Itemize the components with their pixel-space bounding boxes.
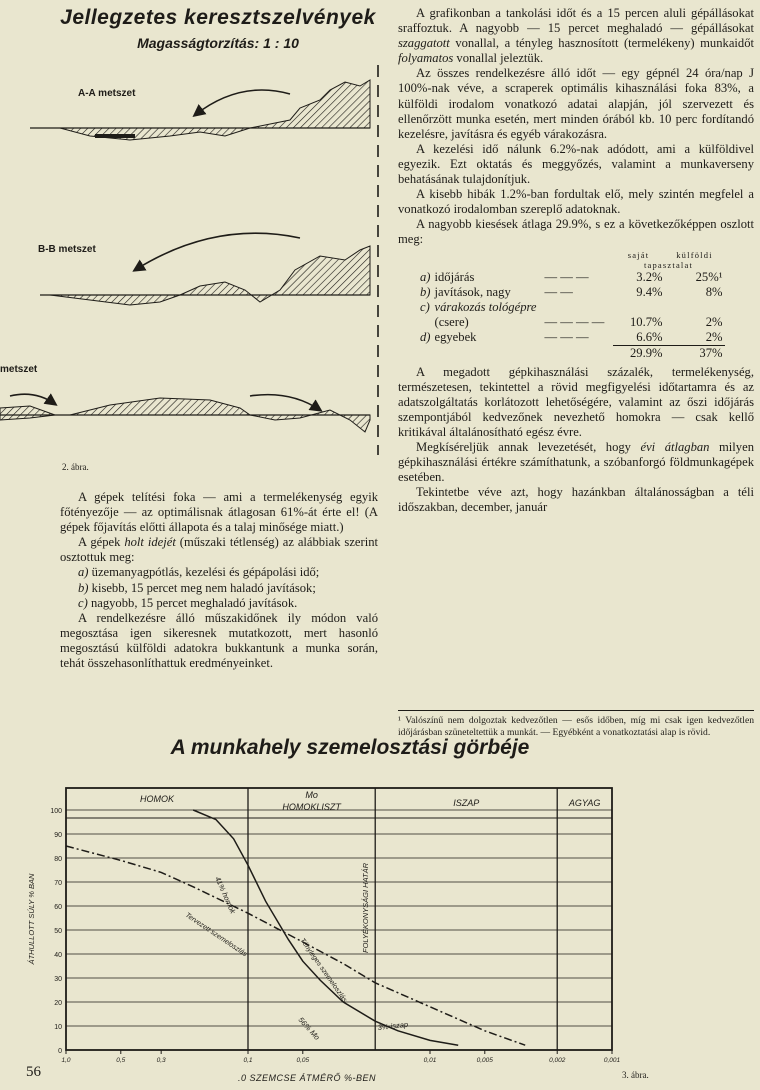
table-total-row: 29.9% 37%: [418, 345, 725, 361]
figure-2-subtitle: Magasságtorzítás: 1 : 10: [137, 35, 299, 51]
y-tick-label: 100: [50, 808, 62, 815]
series-line-planned: [66, 846, 525, 1045]
paragraph: Tekintetbe véve azt, hogy hazánkban általánosságban a téli időszakban, december, január: [398, 485, 754, 515]
list-item: a) üzemanyagpótlás, kezelési és gépápolási idő;: [78, 565, 320, 580]
section-label-b-b: B-B metszet: [38, 244, 96, 255]
y-tick-label: 60: [54, 904, 62, 911]
x-tick-label: 0,01: [423, 1057, 437, 1064]
header-own: saját: [627, 249, 650, 260]
section-label-c: metszet: [0, 364, 38, 375]
list-item: c) nagyobb, 15 percet meghaladó javítások.: [78, 595, 298, 610]
grain-size-chart: [0, 758, 760, 1076]
paragraph: A kezelési idő nálunk 6.2%-nak adódott, ami a külföldivel egyezik. Ezt oktatás és meggyőzés, valamint a munkaverseny behatásának tulajdonítjuk.: [398, 141, 754, 187]
figure-2-title: Jellegzetes keresztszelvények: [60, 6, 376, 29]
breakdown-table: [418, 250, 725, 361]
figure-2-caption: 2. ábra.: [62, 462, 89, 472]
section-label-a-a: A-A metszet: [78, 88, 136, 99]
zone-label: Mo: [305, 790, 318, 800]
series-line-actual: [193, 810, 458, 1045]
y-tick-label: 20: [54, 1000, 62, 1007]
left-text-column: [60, 490, 378, 671]
paragraph: A gépek holt idejét (műszaki tétlenség) az alábbiak szerint osztottuk meg:: [60, 535, 378, 565]
x-tick-label: 0,05: [296, 1057, 310, 1064]
paragraph: Megkíséreljük annak levezetését, hogy évi átlagban milyen gépkihasználási értékre számíthatunk, a szóbanforgó földmunkagépek esetében.: [398, 439, 754, 485]
x-tick-label: 0,5: [116, 1057, 126, 1064]
paragraph: A megadott gépkihasználási százalék, termelékenység, természetesen, tekintettel a rövid megfigyelési időtartamra és az adatszolgáltatás korlátozott lehetőségére, valamint az őszi időjárás szempontjából kedvezőnek nevezhető homokra — csak kellő kritikával általánosítható egész évre.: [398, 364, 754, 439]
y-tick-label: 90: [54, 832, 62, 839]
table-row: c) várakozás tológépre: [420, 299, 537, 314]
chart-annotation: FOLYÉKONYSÁGI HATÁR: [361, 862, 370, 953]
series-label: Tervezett szemeloszlás: [183, 911, 248, 959]
section-b-b-profile: [40, 233, 370, 305]
right-text-column: [398, 6, 754, 515]
x-tick-label: 0,1: [243, 1057, 253, 1064]
x-axis-label: .0 SZEMCSE ÁTMÉRŐ %-BEN: [238, 1073, 377, 1083]
chart-annotation: 3% iszap: [377, 1019, 409, 1032]
list-item: b) kisebb, 15 percet meg nem haladó javítások;: [78, 580, 316, 595]
plot-frame: [66, 788, 612, 1050]
zone-label: HOMOKLISZT: [282, 802, 341, 812]
paragraph: A rendelkezésre álló műszakidőnek ily módon való megosztása igen sikeresnek mutatkozott, mert hasonló megosztású külföldi adatokra bukkantunk a munka során, tehát összehasonlíthattuk eredményeinket.: [60, 610, 378, 671]
zone-label: AGYAG: [568, 798, 601, 808]
page-number: 56: [26, 1064, 41, 1080]
table-row: d) egyebek — — — 6.6% 2%: [420, 329, 723, 344]
paragraph: A gépek telítési foka — ami a termelékenység egyik főtényezője — az optimálisnak átlagosan 61%-át érte el! (A gépek főjavítás előtti állapota és a talaj minősége miatt.): [60, 490, 378, 535]
figure-3-caption: 3. ábra.: [622, 1070, 649, 1080]
x-tick-label: 0,3: [156, 1057, 166, 1064]
y-tick-label: 40: [54, 952, 62, 959]
y-tick-label: 50: [54, 928, 62, 935]
zone-label: HOMOK: [139, 794, 175, 804]
header-foreign: külföldi: [676, 249, 713, 260]
x-tick-label: 0,002: [549, 1057, 566, 1064]
y-tick-label: 10: [54, 1024, 62, 1031]
x-tick-label: 1,0: [61, 1057, 71, 1064]
y-tick-label: 80: [54, 856, 62, 863]
section-a-a-profile: [30, 80, 370, 140]
zone-label: ISZAP: [453, 798, 480, 808]
table-row: (csere) — — — — 10.7% 2%: [434, 314, 723, 329]
chart-title: A munkahely szemelosztási görbéje: [170, 736, 530, 759]
y-tick-label: 30: [54, 976, 62, 983]
y-tick-label: 70: [54, 880, 62, 887]
paragraph: Az összes rendelkezésre álló időt — egy gépnél 24 óra/nap J 100%-nak véve, a scraperek optimális kihasználási foka 83%, a külföldi irodalom vonatkozó adatai alapján, jól szervezett és ellenőrzött munka esetén, mert minden órából kb. 10 perc fordítandó kezelésre, javításra és egyéb várakozásra.: [398, 66, 754, 141]
cross-section-drawing: [0, 60, 395, 460]
footnote: ¹ Valószínű nem dolgoztak kedvezőtlen — esős időben, míg mi csak igen kedvezőtlen időjárásban szüneteltettük a munkát. — Egyébként a vonatkoztatási alap is rövid.: [398, 710, 754, 738]
table-row: a) időjárás — — — 3.2% 25%¹: [420, 269, 723, 284]
x-tick-label: 0,001: [603, 1057, 621, 1064]
y-axis-label: ÁTHULLOTT SÚLY % BAN: [27, 873, 36, 965]
series-label: Tényleges szemeloszlás: [298, 937, 348, 1004]
header-experience: tapasztalat: [643, 259, 694, 270]
table-row: b) javítások, nagy — — 9.4% 8%: [420, 284, 723, 299]
paragraph: A nagyobb kiesések átlaga 29.9%, s ez a következőképpen oszlott meg:: [398, 217, 754, 247]
paragraph: A kisebb hibák 1.2%-ban fordultak elő, mely szintén megfelel a vonatkozó irodalomban szereplő adatoknak.: [398, 187, 754, 217]
chart-annotation: 41% homok: [213, 875, 238, 915]
chart-annotation: 56% Mo: [296, 1015, 322, 1042]
paragraph: A grafikonban a tankolási időt és a 15 percen aluli gépállásokat sraffoztuk. A nagyobb — 15 percet meghaladó — gépállásokat szaggatott vonallal, a tényleg hasznosított (termelékeny) munkaidőt folyamatos vonallal jeleztük.: [398, 6, 754, 66]
x-tick-label: 0,005: [476, 1057, 493, 1064]
y-tick-label: 0: [58, 1048, 62, 1055]
section-c-profile: [0, 394, 370, 432]
